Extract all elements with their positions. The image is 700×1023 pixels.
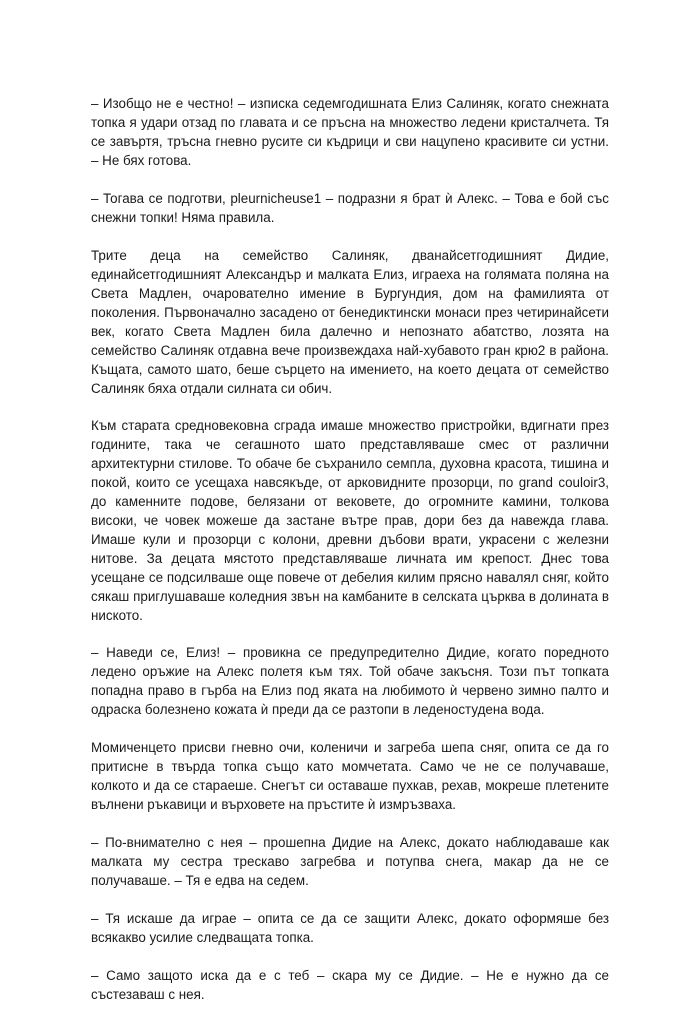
paragraph: – По-внимателно с нея – прошепна Дидие на Алекс, докато наблюдаваше как малката му сестра трескаво загребва и потупва снега, макар да не се получаваше. – Тя е едва на седем. [91,835,609,888]
paragraph: Към старата средновековна сграда имаше множество пристройки, вдигнати през годините, така че сегашното шато представляваше смес от различни архитектурни стилове. То обаче бе съхранило семпла, духовна красота, тишина и покой, които се усещаха навсякъде, от арковидните прозорци, по grand couloir3, до каменните подове, белязани от вековете, до огромните камини, толкова високи, че човек можеше да застане вътре прав, дори без да навежда глава. Имаше кули и прозорци с колони, древни дъбови врати, украсени с железни нитове. За децата мястото представляваше личната им крепост. Днес това усещане се подсилваше още повече от дебелия килим прясно навалял сняг, който сякаш приглушаваше коледния звън на камбаните в селската църква в долината в ниското. [91,418,609,623]
paragraph: – Наведи се, Елиз! – провикна се предупредително Дидие, когато поредното ледено оръжие на Алекс полетя към тях. Той обаче закъсня. Този път топката попадна право в гърба на Елиз под яката на любимото ѝ червено зимно палто и одраска болезнено кожата ѝ преди да се разтопи в леденостудена вода. [91,645,609,717]
paragraph: – Тогава се подготви, pleurnicheuse1 – подразни я брат ѝ Алекс. – Това е бой със снежни топки! Няма правила. [91,191,609,225]
paragraph: – Изобщо не е честно! – изписка седемгодишната Елиз Салиняк, когато снежната топка я удари отзад по главата и се пръсна на множество ледени кристалчета. Тя се завъртя, тръсна гневно русите си къдрици и сви нацупено красивите си устни. – Не бях готова. [91,96,609,168]
document-body [91,94,609,1023]
paragraph: Момиченцето присви гневно очи, коленичи и загреба шепа сняг, опита се да го притисне в твърда топка също като момчетата. Само че не се получаваше, колкото и да се стараеше. Снегът си оставаше пухкав, рехав, мокреше плетените вълнени ръкавици и върховете на пръстите ѝ измръзваха. [91,740,609,812]
paragraph: Трите деца на семейство Салиняк, дванайсетгодишният Дидие, единайсетгодишният Александър и малката Елиз, играеха на голямата поляна на Света Мадлен, очарователно имение в Бургундия, дом на фамилията от поколения. Първоначално засадено от бенедиктински монаси през четиринайсети век, когато Света Мадлен била далечно и непознато абатство, лозята на семейство Салиняк отдавна вече произвеждаха най-хубавото гран крю2 в района. Къщата, самото шато, беше сърцето на имението, на което децата от семейство Салиняк бяха отдали силната си обич. [91,248,609,396]
paragraph: – Само защото иска да е с теб – скара му се Дидие. – Не е нужно да се състезаваш с нея. [91,968,609,1002]
paragraph: – Тя искаше да играе – опита се да се защити Алекс, докато оформяше без всякакво усилие следващата топка. [91,911,609,945]
